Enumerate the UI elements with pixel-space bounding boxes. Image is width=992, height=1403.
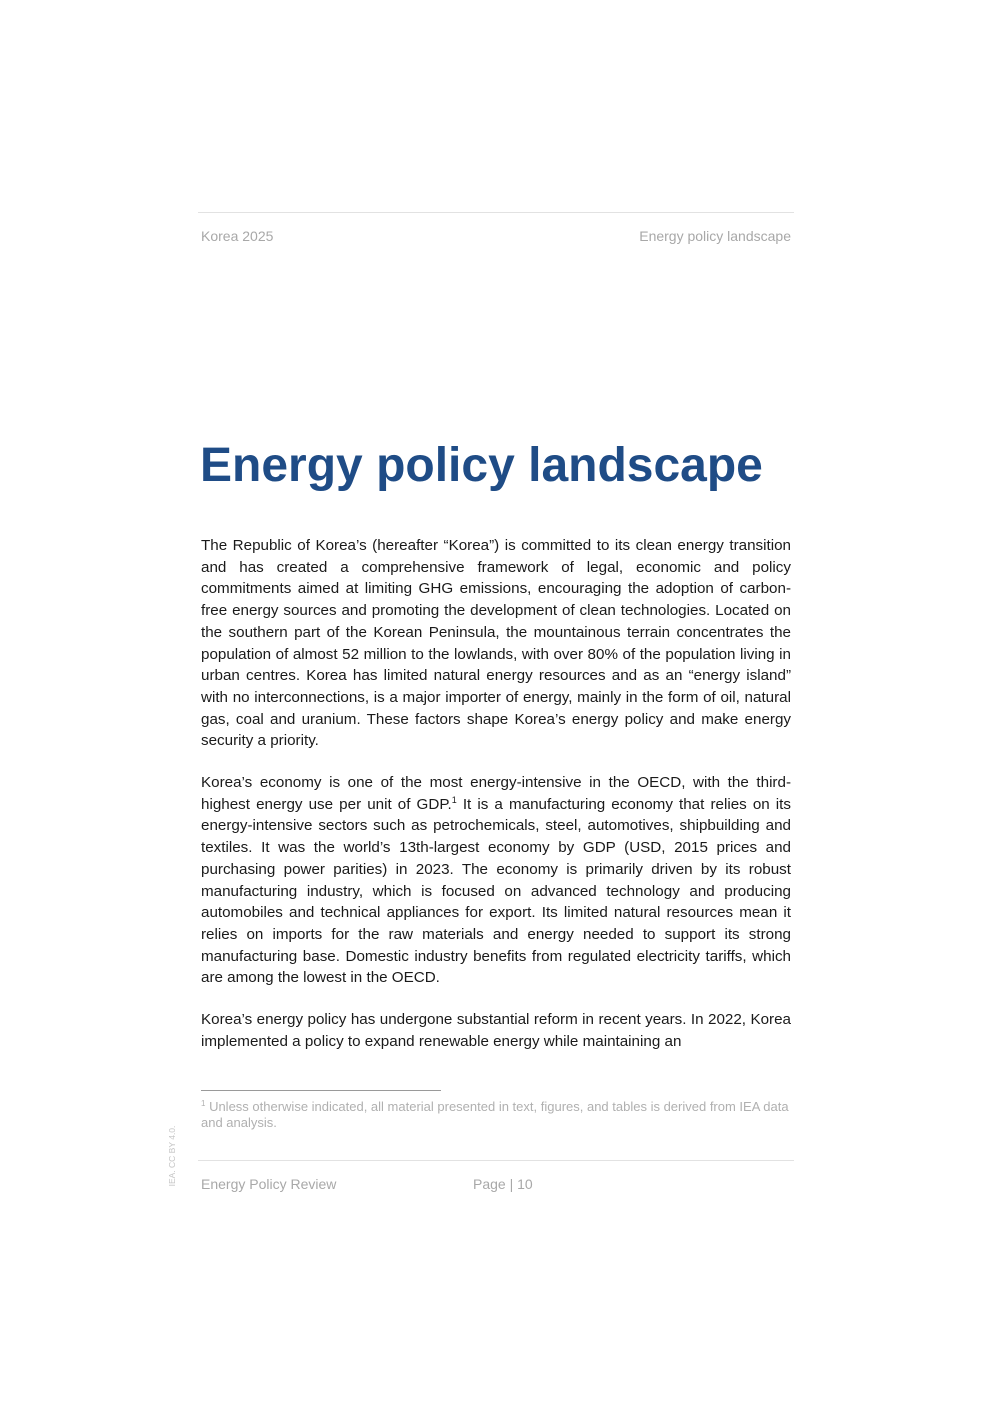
- footnote-marker: 1: [201, 1099, 206, 1108]
- footnote: [201, 1099, 791, 1131]
- paragraph-2-rest: It is a manufacturing economy that relies on its energy-intensive sectors such as petrochemicals, steel, automotives, shipbuilding and textiles. It was the world’s 13th-largest economy by GDP (USD, 2015 prices and purchasing power parities) in 2023. The economy is primarily driven by its robust manufacturing industry, which is focused on advanced technology and producing automobiles and technical appliances for export. Its limited natural resources mean it relies on imports for the raw materials and energy needed to support its strong manufacturing base. Domestic industry benefits from regulated electricity tariffs, which are among the lowest in the OECD.: [201, 795, 791, 987]
- body-text: [201, 535, 791, 1072]
- footer-rule: [198, 1160, 794, 1161]
- paragraph-2: [201, 772, 791, 989]
- footnote-text: Unless otherwise indicated, all material presented in text, figures, and tables is derived from IEA data and analysis.: [201, 1099, 789, 1130]
- header-report-name: Korea 2025: [201, 228, 274, 244]
- footnote-divider: [201, 1090, 441, 1091]
- paragraph-3: Korea’s energy policy has undergone substantial reform in recent years. In 2022, Korea implemented a policy to expand renewable energy while maintaining an: [201, 1011, 791, 1050]
- license-note: IEA. CC BY 4.0.: [167, 1125, 177, 1187]
- paragraph-1: The Republic of Korea’s (hereafter “Korea”) is committed to its clean energy transition and has created a comprehensive framework of legal, economic and policy commitments aimed at limiting GHG emissions, encouraging the adoption of carbon-free energy sources and promoting the development of clean technologies. Located on the southern part of the Korean Peninsula, the mountainous terrain concentrates the population of almost 52 million to the lowlands, with over 80% of the population living in urban centres. Korea has limited natural energy resources and as an “energy island” with no interconnections, is a major importer of energy, mainly in the form of oil, natural gas, coal and uranium. These factors shape Korea’s energy policy and make energy security a priority.: [201, 537, 791, 750]
- paragraph-2-start: Korea’s economy is one of the most energy-intensive in the OECD, with the third-highest energy use per unit of GDP.: [201, 774, 791, 813]
- page-title: Energy policy landscape: [200, 439, 763, 492]
- page-number: Page | 10: [473, 1176, 533, 1192]
- footnote-reference[interactable]: 1: [451, 794, 457, 805]
- footer-publication: Energy Policy Review: [201, 1176, 337, 1192]
- header-section-name: Energy policy landscape: [639, 228, 791, 244]
- header-rule: [198, 212, 794, 213]
